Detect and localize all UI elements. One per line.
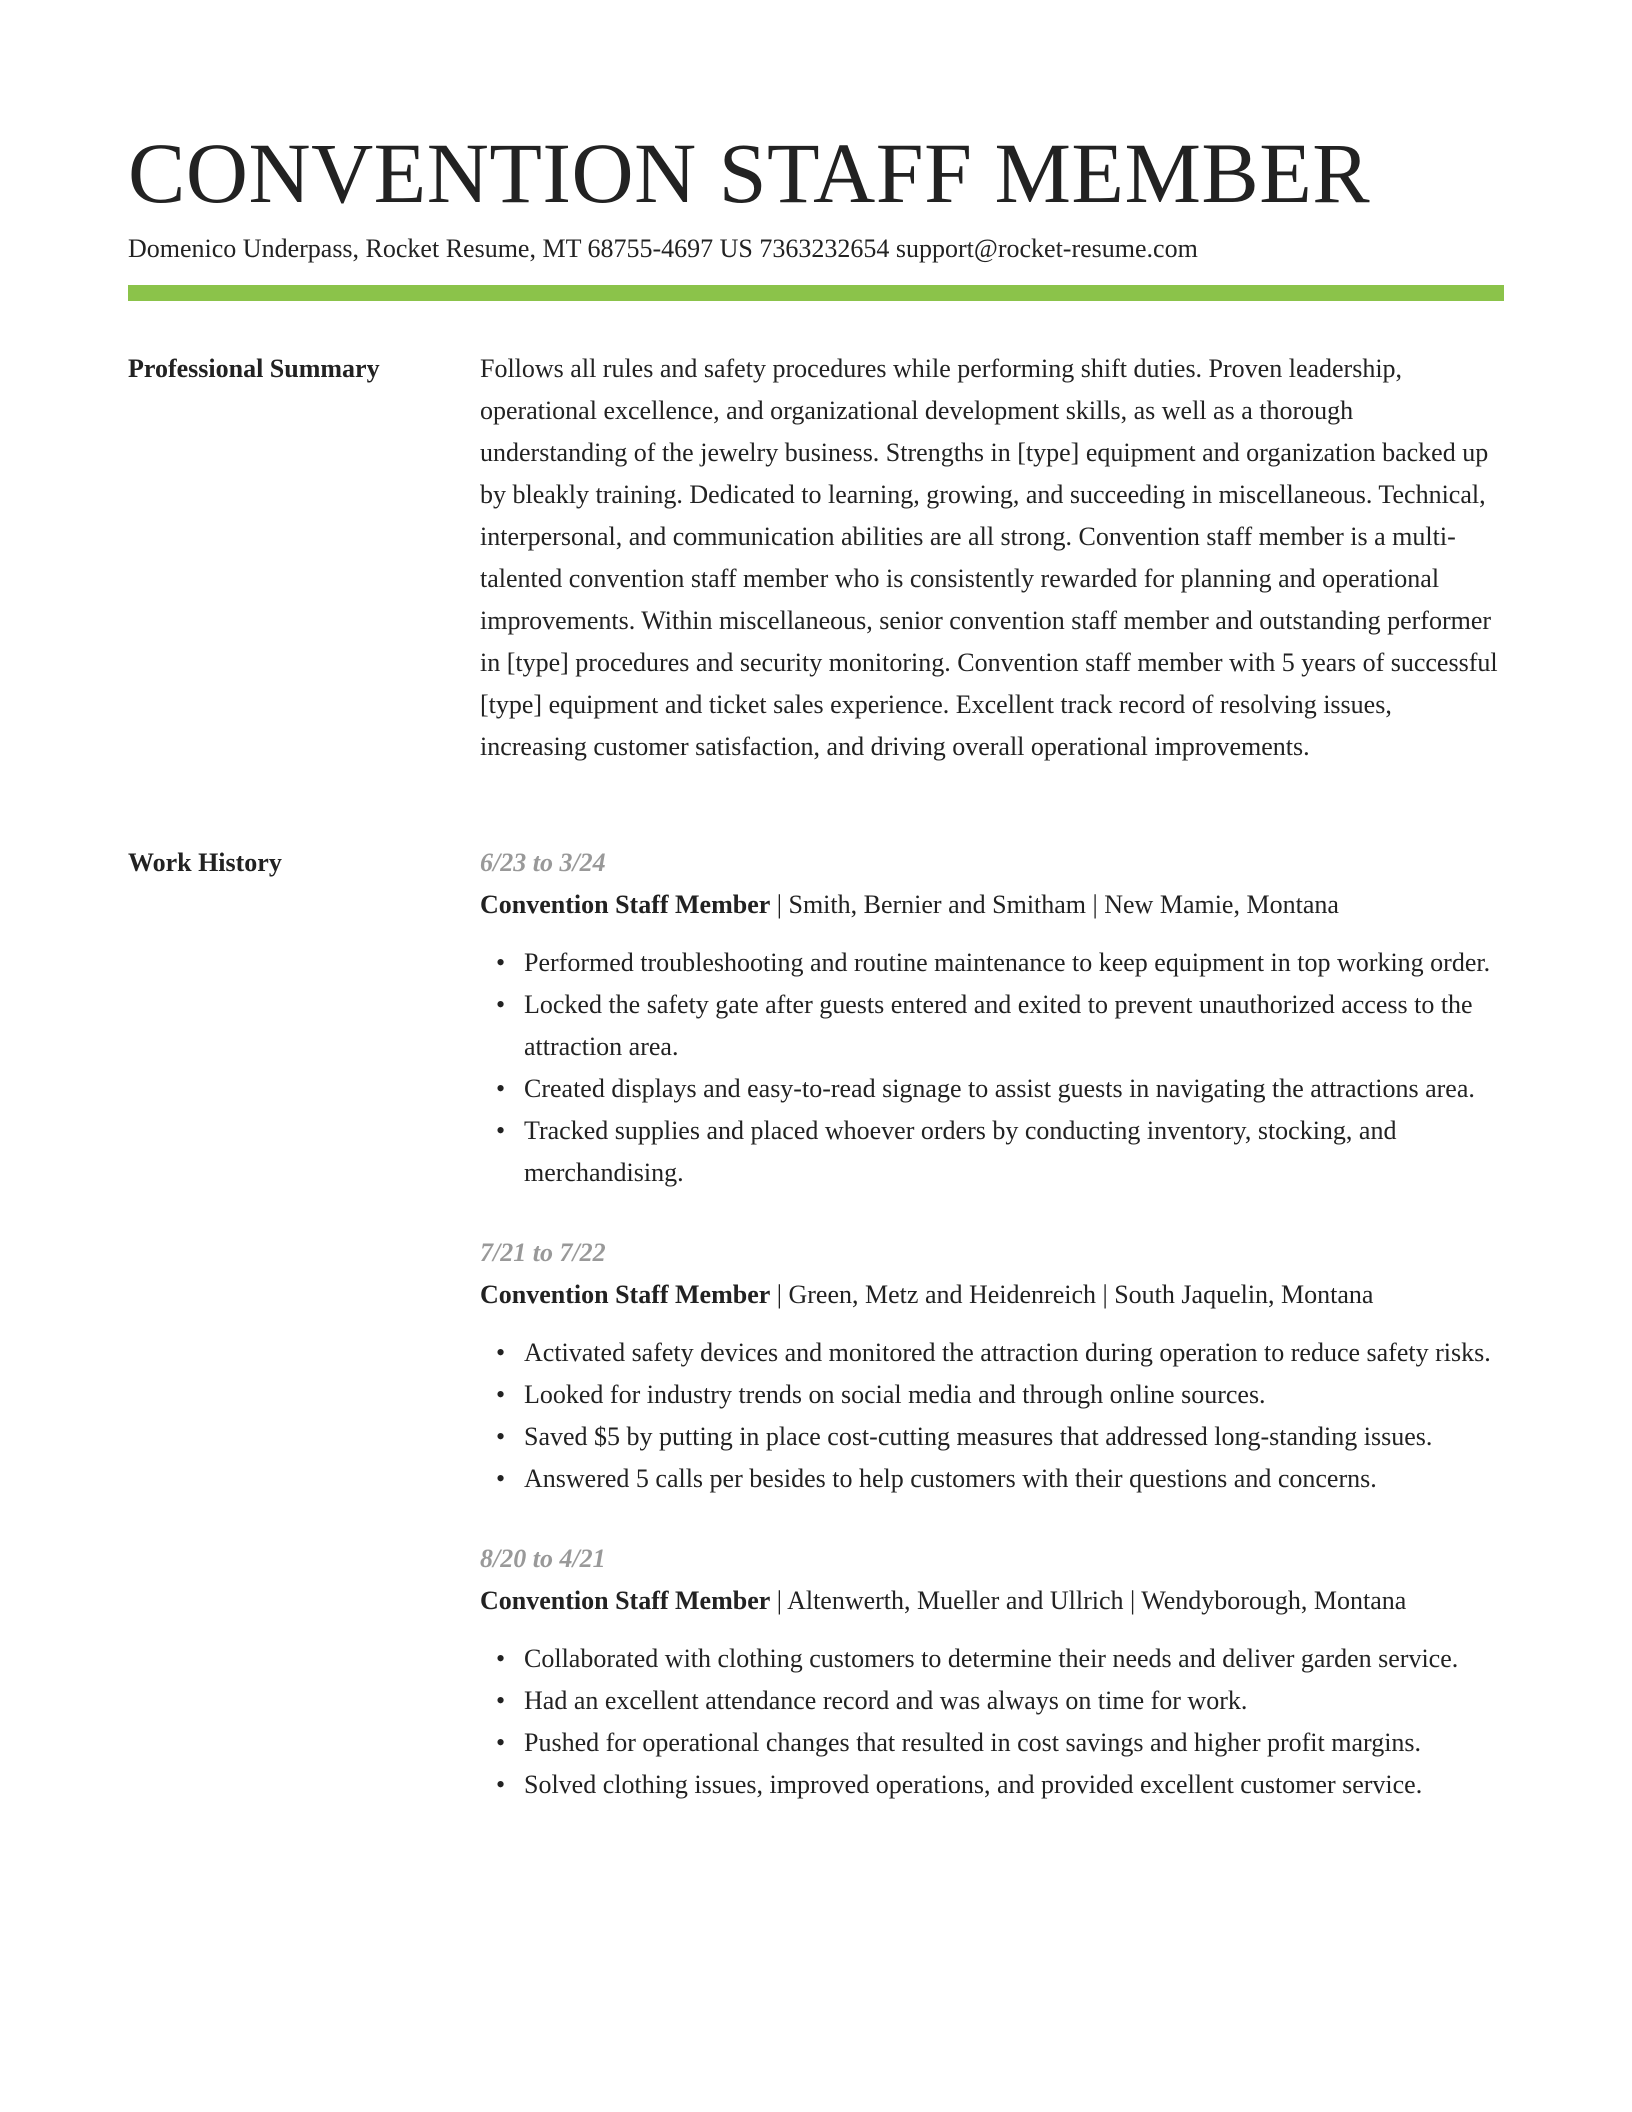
bullet-icon: • <box>496 1074 506 1103</box>
job-bullet <box>496 1332 1504 1374</box>
job-bullet-text: Tracked supplies and placed whoever orders by conducting inventory, stocking, and merchandising. <box>524 1116 1397 1187</box>
job-bullet-list <box>480 1332 1504 1500</box>
job-bullet-text: Answered 5 calls per besides to help customers with their questions and concerns. <box>524 1464 1377 1493</box>
job-bullet <box>496 1110 1504 1194</box>
job-bullet <box>496 1068 1504 1110</box>
job-bullet <box>496 1638 1504 1680</box>
job-details: | Green, Metz and Heidenreich | South Jaquelin, Montana <box>770 1280 1374 1309</box>
bullet-icon: • <box>496 1116 506 1145</box>
job-bullet-text: Created displays and easy-to-read signage to assist guests in navigating the attractions area. <box>524 1074 1475 1103</box>
bullet-icon: • <box>496 1644 506 1673</box>
job-entry <box>480 1232 1504 1500</box>
bullet-icon: • <box>496 1380 506 1409</box>
bullet-icon: • <box>496 990 506 1019</box>
job-bullet-text: Had an excellent attendance record and was always on time for work. <box>524 1686 1248 1715</box>
job-bullet <box>496 984 1504 1068</box>
professional-summary-body <box>480 348 1504 768</box>
job-title: Convention Staff Member <box>480 1586 771 1615</box>
job-title: Convention Staff Member <box>480 1280 771 1309</box>
section-label-professional-summary: Professional Summary <box>128 354 380 383</box>
job-heading <box>480 1274 1504 1316</box>
job-heading <box>480 1580 1504 1622</box>
job-bullet-list <box>480 1638 1504 1806</box>
job-bullet-text: Activated safety devices and monitored the attraction during operation to reduce safety risks. <box>524 1338 1491 1367</box>
job-title: Convention Staff Member <box>480 890 771 919</box>
job-bullet-text: Saved $5 by putting in place cost-cutting measures that addressed long-standing issues. <box>524 1422 1433 1451</box>
accent-divider <box>128 285 1504 301</box>
job-bullet <box>496 942 1504 984</box>
job-bullet <box>496 1680 1504 1722</box>
job-entry <box>480 1538 1504 1806</box>
professional-summary-text: Follows all rules and safety procedures while performing shift duties. Proven leadership, operational excellence, and organizational development skills, as well as a thorough understanding of the jewelry business. Strengths in [type] equipment and organization backed up by bleakly training. Dedicated to learning, growing, and succeeding in miscellaneous. Technical, interpersonal, and communication abilities are all strong. Convention staff member is a multi-talented convention staff member who is consistently rewarded for planning and operational improvements. Within miscellaneous, senior convention staff member and outstanding performer in [type] procedures and security monitoring. Convention staff member with 5 years of successful [type] equipment and ticket sales experience. Excellent track record of resolving issues, increasing customer satisfaction, and driving overall operational improvements. <box>480 354 1498 761</box>
job-details: | Smith, Bernier and Smitham | New Mamie, Montana <box>770 890 1339 919</box>
bullet-icon: • <box>496 1728 506 1757</box>
contact-line: Domenico Underpass, Rocket Resume, MT 68755-4697 US 7363232654 support@rocket-resume.com <box>128 234 1198 263</box>
bullet-icon: • <box>496 948 506 977</box>
job-bullet-text: Performed troubleshooting and routine maintenance to keep equipment in top working order. <box>524 948 1491 977</box>
job-entry <box>480 842 1504 1194</box>
resume-title: CONVENTION STAFF MEMBER <box>128 125 1371 221</box>
job-bullet <box>496 1764 1504 1806</box>
job-heading <box>480 884 1504 926</box>
job-bullet-list <box>480 942 1504 1194</box>
job-details: | Altenwerth, Mueller and Ullrich | Wendyborough, Montana <box>770 1586 1407 1615</box>
job-dates: 7/21 to 7/22 <box>480 1238 606 1267</box>
job-dates: 6/23 to 3/24 <box>480 848 606 877</box>
job-bullet <box>496 1416 1504 1458</box>
job-bullet-text: Pushed for operational changes that resulted in cost savings and higher profit margins. <box>524 1728 1422 1757</box>
job-bullet <box>496 1722 1504 1764</box>
job-bullet <box>496 1374 1504 1416</box>
bullet-icon: • <box>496 1422 506 1451</box>
job-bullet-text: Looked for industry trends on social media and through online sources. <box>524 1380 1266 1409</box>
bullet-icon: • <box>496 1464 506 1493</box>
bullet-icon: • <box>496 1338 506 1367</box>
job-dates: 8/20 to 4/21 <box>480 1544 606 1573</box>
job-bullet-text: Locked the safety gate after guests entered and exited to prevent unauthorized access to the attraction area. <box>524 990 1473 1061</box>
bullet-icon: • <box>496 1770 506 1799</box>
work-history-body <box>480 842 1504 1844</box>
job-bullet-text: Solved clothing issues, improved operations, and provided excellent customer service. <box>524 1770 1423 1799</box>
job-bullet <box>496 1458 1504 1500</box>
section-label-work-history: Work History <box>128 848 282 877</box>
bullet-icon: • <box>496 1686 506 1715</box>
job-bullet-text: Collaborated with clothing customers to determine their needs and deliver garden service. <box>524 1644 1459 1673</box>
